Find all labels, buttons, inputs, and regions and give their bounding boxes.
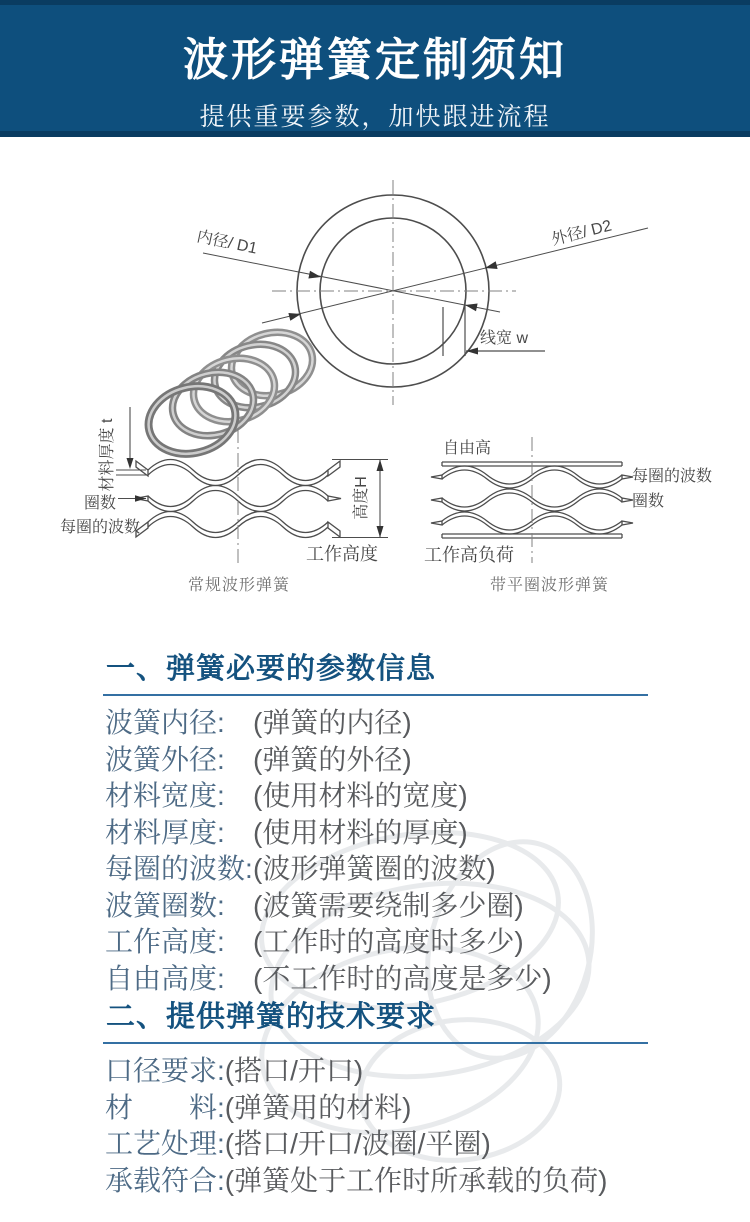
requirement-row	[105, 1054, 648, 1088]
parameter-desc: (工作时的高度时多少)	[253, 926, 524, 957]
parameter-desc: (弹簧的外径)	[253, 743, 412, 775]
parameter-desc: (波形弹簧圈的波数)	[253, 853, 496, 884]
parameter-desc: (不工作时的高度是多少)	[253, 962, 552, 994]
parameter-label: 材料宽度:	[105, 780, 225, 811]
requirement-row	[105, 1091, 648, 1125]
requirement-desc: (弹簧用的材料)	[224, 1091, 412, 1123]
working-height-label: 工作高度	[306, 544, 378, 564]
requirement-label: 承载符合:	[105, 1164, 225, 1196]
section-technical-requirements	[103, 994, 648, 1200]
working-load-label: 工作高负荷	[424, 545, 514, 565]
requirement-label: 材 料:	[105, 1091, 225, 1123]
line-width-dimension	[443, 300, 545, 356]
parameter-label: 材料厚度:	[105, 816, 225, 848]
flat-turns-label: 圈数	[632, 493, 665, 510]
technical-drawing	[0, 137, 750, 607]
flat-end-spring-caption: 带平圈波形弹簧	[490, 577, 610, 594]
inner-diameter-label: 内径/ D1	[195, 228, 259, 258]
turns-label: 圈数	[84, 495, 117, 512]
parameter-row	[105, 706, 648, 740]
height-arrow-top	[377, 460, 384, 472]
requirement-row	[105, 1127, 648, 1161]
flat-waves-per-turn-label: 每圈的波数	[632, 468, 713, 485]
parameter-label: 波簧圈数:	[105, 889, 225, 921]
material-thickness-label: 材料厚度 t	[99, 418, 116, 492]
header-banner	[0, 0, 750, 137]
parameter-row	[105, 779, 648, 813]
free-height-label: 自由高	[443, 440, 492, 457]
section2-rule	[103, 1042, 648, 1044]
wave-spring-photo	[141, 324, 319, 463]
parameter-desc: (弹簧的内径)	[253, 707, 412, 738]
waves-per-turn-label: 每圈的波数	[60, 519, 141, 536]
parameter-label: 波簧外径:	[105, 743, 225, 775]
section2-heading: 二、提供弹簧的技术要求	[106, 1001, 437, 1033]
parameter-desc: (使用材料的厚度)	[253, 816, 468, 848]
outer-diameter-label: 外径/ D2	[549, 217, 614, 249]
parameter-row	[105, 889, 648, 923]
requirement-row	[105, 1164, 648, 1198]
section1-heading: 一、弹簧必要的参数信息	[106, 653, 437, 685]
requirement-desc: (搭口/开口)	[224, 1055, 364, 1086]
section1-items	[105, 706, 648, 996]
requirement-desc: (搭口/开口/波圈/平圈)	[224, 1128, 491, 1159]
height-arrow-bottom	[377, 526, 384, 538]
parameter-label: 自由高度:	[105, 962, 225, 994]
parameter-row	[105, 743, 648, 777]
regular-spring-caption: 常规波形弹簧	[188, 577, 291, 594]
section-required-parameters	[103, 646, 648, 998]
requirement-desc: (弹簧处于工作时所承载的负荷)	[224, 1164, 608, 1196]
parameter-desc: (波簧需要绕制多少圈)	[253, 889, 524, 921]
parameter-row	[105, 816, 648, 850]
line-width-arrow	[466, 348, 478, 355]
material-thickness-arrow	[127, 458, 134, 469]
parameter-label: 波簧内径:	[105, 707, 225, 738]
parameter-row	[105, 925, 648, 959]
height-label: 高度H	[353, 476, 370, 520]
parameter-row	[105, 852, 648, 886]
parameter-row	[105, 962, 648, 996]
page-title: 波形弹簧定制须知	[182, 34, 567, 85]
section2-items	[105, 1054, 648, 1198]
parameter-label: 每圈的波数:	[105, 853, 253, 884]
line-width-label: 线宽 w	[480, 330, 529, 347]
requirement-label: 工艺处理:	[105, 1128, 225, 1159]
page-subtitle: 提供重要参数，加快跟进流程	[199, 103, 551, 131]
diameter-leader-lines	[203, 228, 648, 323]
requirement-label: 口径要求:	[105, 1055, 225, 1086]
section1-rule	[103, 694, 648, 696]
parameter-label: 工作高度:	[105, 926, 225, 957]
parameter-desc: (使用材料的宽度)	[253, 780, 468, 811]
